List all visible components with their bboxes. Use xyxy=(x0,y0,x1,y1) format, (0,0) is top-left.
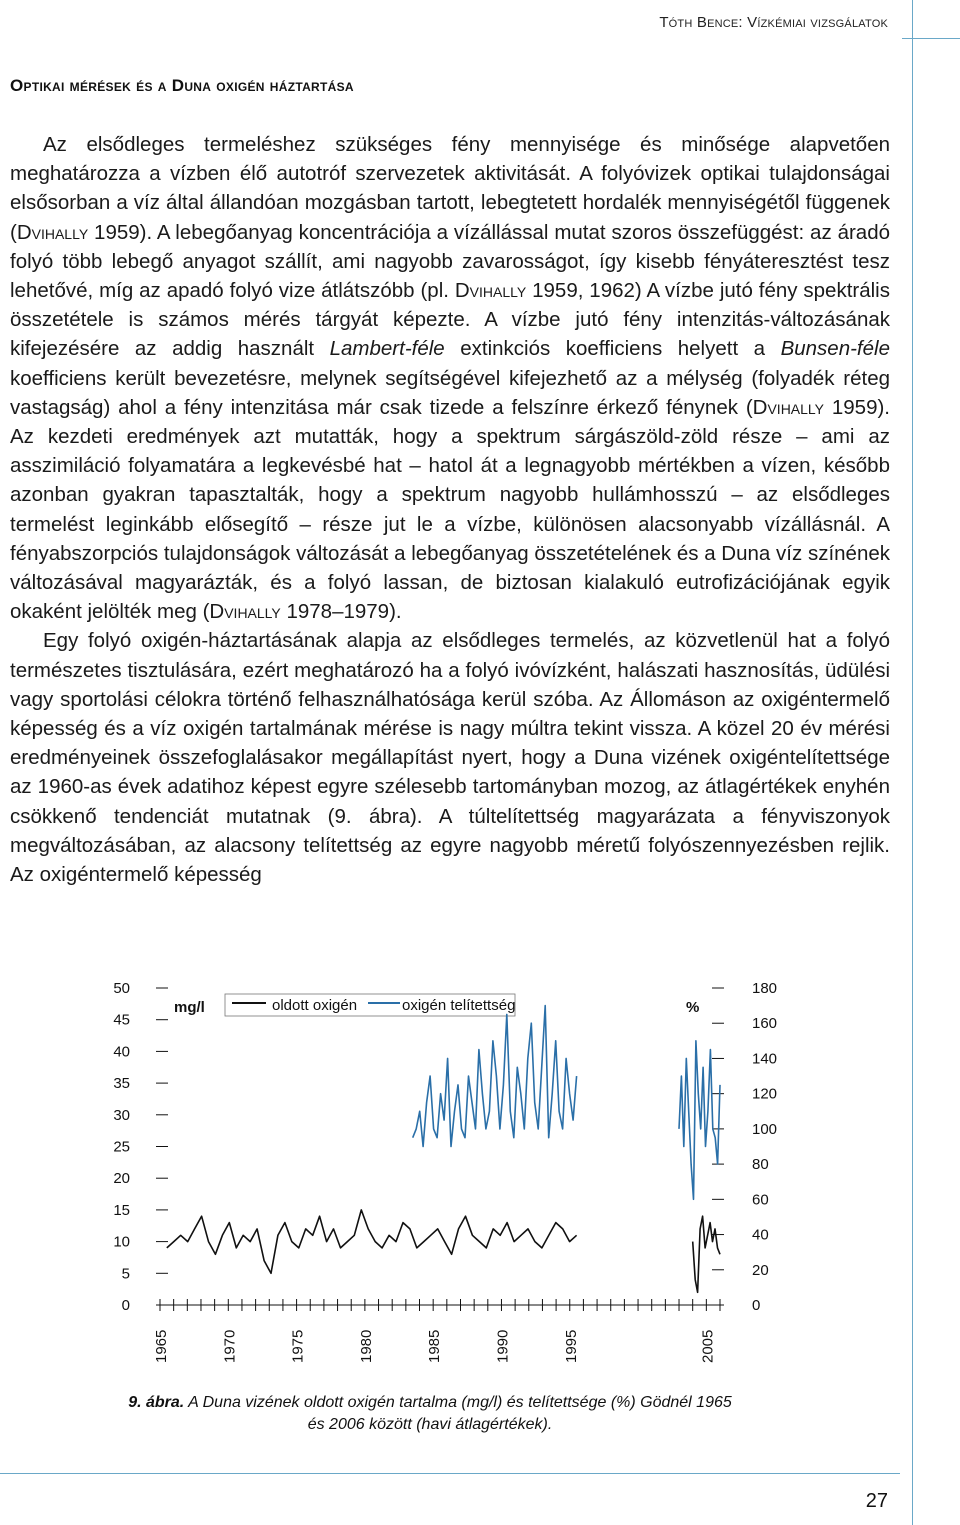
header-rule xyxy=(902,38,960,39)
italic-term: Bunsen-féle xyxy=(780,337,890,361)
y-right-tick-label: 60 xyxy=(752,1191,769,1209)
x-tick-label: 2005 xyxy=(699,1329,717,1363)
body-text xyxy=(10,130,890,889)
text-run: 1978–1979). xyxy=(280,600,402,624)
legend-label-saturation: oxigén telítettség xyxy=(402,997,516,1014)
x-tick-label: 1995 xyxy=(562,1329,580,1363)
author-citation: Dvihally xyxy=(752,395,825,419)
legend-label-oxygen: oldott oxigén xyxy=(272,997,358,1014)
y-right-unit: % xyxy=(686,999,700,1016)
series-line-saturation xyxy=(413,1006,577,1147)
y-right-tick-label: 160 xyxy=(752,1015,778,1033)
text-run: 1959). A lebegőanyag koncentrációja a vízállással mutat szoros összefüggést: az áradó folyó több lebegő anyagot szállít, ami nagyobb zavarosságot, így kisebb fényáteresztést tesz lehetővé, míg az apadó folyó vize átlátszóbb (pl. xyxy=(10,220,890,303)
oxygen-chart xyxy=(100,970,800,1380)
y-left-tick-label: 20 xyxy=(113,1170,130,1188)
x-tick-label: 1990 xyxy=(494,1329,512,1363)
text-run: 1959, 1962) A vízbe jutó fény spektrális összetétele is számos mérés tárgyát képezte. A vízbe jutó fény intenzitás-változásának kifejezésére az addig használt xyxy=(10,279,890,361)
footer-rule xyxy=(0,1473,900,1474)
y-left-unit: mg/l xyxy=(174,999,205,1016)
margin-rule xyxy=(912,0,913,1525)
x-tick-label: 1985 xyxy=(426,1329,444,1363)
x-tick-label: 1975 xyxy=(289,1329,307,1363)
series-line-oxygen xyxy=(693,1216,720,1292)
x-tick-label: 1965 xyxy=(153,1329,170,1363)
y-left-tick-label: 40 xyxy=(113,1043,130,1061)
y-right-tick-label: 80 xyxy=(752,1156,769,1174)
y-right-tick-label: 0 xyxy=(752,1297,761,1314)
y-right-tick-label: 100 xyxy=(752,1120,778,1138)
caption-label: 9. ábra. xyxy=(128,1394,185,1411)
series-line-saturation xyxy=(679,1041,720,1200)
text-run: 1959). Az kezdeti eredmények azt mutatták, hogy a spektrum sárgászöld-zöld része – ami az asszimiláció folyamatára a legkevésbé hat – hatol át a legnagyobb mértékben a vízen, később azonban gyakran tapasztalták, hogy a spektrum nagyobb hullámhosszú – az elsődleges termelést leginkább elősegítő – része jut le a vízbe, különösen alacsonyabb vízállásnál. A fényabszorpciós tulajdonságok változását a lebegőanyag összetételének és a Duna víz színének változásával magyarázták, és a folyó lassan, de biztosan kialakuló eutrofizációjának egyik okaként jelölték meg ( xyxy=(10,395,890,624)
page-number: 27 xyxy=(865,1490,888,1512)
italic-term: Lambert-féle xyxy=(329,337,445,361)
text-run: extinkciós koefficiens helyett a xyxy=(444,337,781,361)
y-right-tick-label: 180 xyxy=(752,980,778,997)
figure-caption xyxy=(120,1392,740,1436)
text-run: Egy folyó oxigén-háztartásának alapja az elsődleges termelés, az közvetlenül hat a folyó természetes tisztulására, ezért meghatározó ha a folyó ivóvízként, halászati hasznosítás, üdülési vagy sportolási célokra történő felhasználhatósága kerül szóba. Az Állomáson az oxigéntermelő képesség és a víz oxigén tartalmának mérése is nagy múltra tekint vissza. A közel 20 év mérési eredményeinek összefoglalásakor megállapítást nyert, hogy a Duna vizének oxigéntelítettsége az 1960-as évek adatihoz képest egyre szélesebb tartományban mozog, az átlagértékek enyhén csökkenő tendenciát mutatnak (9. ábra). A túltelítettség magyarázata a fényviszonyok megváltozásában, az alacsony telítettség az egyre nagyobb méretű folyószennyezésben rejlik. Az oxigéntermelő képesség xyxy=(10,629,890,887)
y-left-tick-label: 45 xyxy=(113,1011,130,1029)
section-title: Optikai mérések és a Duna oxigén háztartása xyxy=(10,76,354,95)
y-left-tick-label: 50 xyxy=(113,980,130,997)
paragraph xyxy=(10,626,890,889)
running-head: Tóth Bence: Vízkémiai vizsgálatok xyxy=(659,14,888,31)
y-right-tick-label: 120 xyxy=(752,1085,778,1103)
text-run: koefficiens került bevezetésre, melynek segítségével kifejezhető az a mélység (folyadék réteg vastagság) ahol a fény intenzitása már csak tizede a felszínre érkező fénynek ( xyxy=(10,366,890,419)
y-right-tick-label: 20 xyxy=(752,1261,769,1279)
author-citation: Dvihally xyxy=(209,600,281,624)
caption-text: A Duna vizének oldott oxigén tartalma (mg/l) és telítettsége (%) Gödnél 1965 és 2006 között (havi átlagértékek). xyxy=(184,1394,732,1433)
y-right-tick-label: 40 xyxy=(752,1226,769,1244)
author-citation: Dvihally xyxy=(16,220,89,244)
series-line-oxygen xyxy=(167,1210,577,1273)
y-left-tick-label: 30 xyxy=(113,1106,130,1124)
author-citation: Dvihally xyxy=(454,279,527,303)
y-left-tick-label: 5 xyxy=(121,1265,130,1283)
y-left-tick-label: 35 xyxy=(113,1075,130,1093)
y-left-tick-label: 10 xyxy=(113,1233,130,1251)
y-right-tick-label: 140 xyxy=(752,1050,778,1068)
y-left-tick-label: 0 xyxy=(121,1297,130,1314)
y-left-tick-label: 15 xyxy=(113,1201,130,1219)
paragraph xyxy=(10,130,890,626)
x-tick-label: 1970 xyxy=(221,1329,239,1363)
text-run: Az elsődleges termeléshez szükséges fény mennyisége és minősége alapvetően meghatározza a vízben élő autotróf szervezetek aktivitását. A folyóvizek optikai tulajdonságai elsősorban a víz által állandóan mozgásban tartott, lebegtetett hordalék mennyiségétől függenek ( xyxy=(10,133,890,244)
y-left-tick-label: 25 xyxy=(113,1138,130,1156)
x-tick-label: 1980 xyxy=(357,1329,375,1363)
